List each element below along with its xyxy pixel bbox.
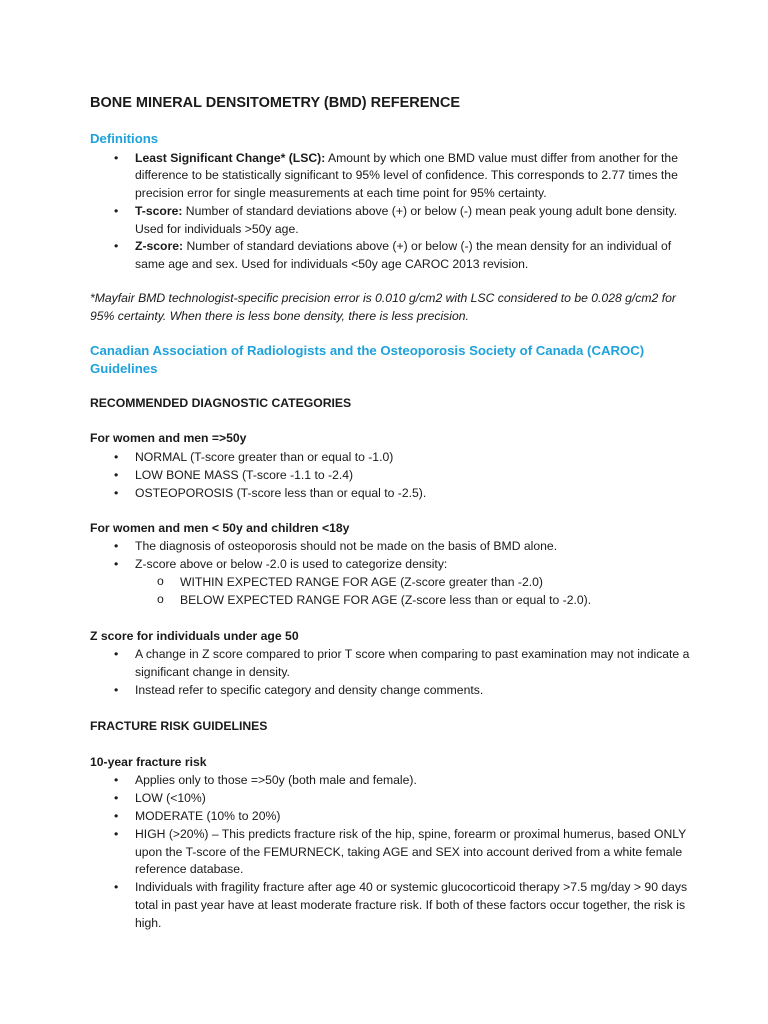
over-50-heading: For women and men =>50y xyxy=(90,431,247,446)
fracture-risk-heading: FRACTURE RISK GUIDELINES xyxy=(90,718,268,733)
ten-year-risk-list xyxy=(90,772,690,932)
precision-note: *Mayfair BMD technologist-specific precision error is 0.010 g/cm2 with LSC considered to be 0.028 g/cm2 for 95% certainty. When there is less bone density, there is less precision. xyxy=(90,291,676,323)
zscore-heading: Z score for individuals under age 50 xyxy=(90,628,299,643)
under-50-sublist xyxy=(135,574,690,610)
list-item: • Applies only to those =>50y (both male and female). xyxy=(90,772,690,790)
document-title: BONE MINERAL DENSITOMETRY (BMD) REFERENCE xyxy=(90,95,461,111)
list-item: • OSTEOPOROSIS (T-score less than or equal to -2.5). xyxy=(90,485,690,503)
sub-list-item: o WITHIN EXPECTED RANGE FOR AGE (Z-score greater than -2.0) xyxy=(135,574,690,592)
definition-text: Amount by which one BMD value must differ from another for the difference to be statistically significant to 95% level of confidence. This corresponds to 2.77 times the precision error for single measurements at each time point for 95% certainty. xyxy=(135,150,678,201)
list-item: • LOW (<10%) xyxy=(90,790,690,808)
list-item xyxy=(90,238,690,274)
list-item: • A change in Z score compared to prior T score when comparing to past examination may not indicate a significant change in density. xyxy=(90,646,690,682)
list-item xyxy=(90,150,690,203)
caroc-heading: Canadian Association of Radiologists and the Osteoporosis Society of Canada (CAROC) Guidelines xyxy=(90,342,645,377)
zscore-list xyxy=(90,646,690,699)
over-50-list xyxy=(90,449,690,502)
under-50-list xyxy=(90,538,690,574)
under-50-heading: For women and men < 50y and children <18y xyxy=(90,520,350,535)
diagnostic-categories-heading: RECOMMENDED DIAGNOSTIC CATEGORIES xyxy=(90,395,352,410)
list-item: • The diagnosis of osteoporosis should not be made on the basis of BMD alone. xyxy=(90,538,690,556)
ten-year-risk-heading: 10-year fracture risk xyxy=(90,754,207,769)
list-item xyxy=(90,556,690,574)
definitions-list xyxy=(90,150,690,275)
sub-list-item: o BELOW EXPECTED RANGE FOR AGE (Z-score less than or equal to -2.0). xyxy=(135,592,690,610)
list-item: • NORMAL (T-score greater than or equal to -1.0) xyxy=(90,449,690,467)
list-item: • LOW BONE MASS (T-score -1.1 to -2.4) xyxy=(90,467,690,485)
definition-term: Z-score: xyxy=(135,239,184,254)
list-item: • Individuals with fragility fracture after age 40 or systemic glucocorticoid therapy >7.5 mg/day > 90 days total in past year have at least moderate fracture risk. If both of these factors occur together, the risk is high. xyxy=(90,879,690,932)
definition-term: Least Significant Change* (LSC): xyxy=(135,150,326,165)
definition-text: Number of standard deviations above (+) or below (-) mean peak young adult bone density. Used for individuals >50y age. xyxy=(135,203,678,236)
document-page xyxy=(90,92,690,933)
list-item: • Instead refer to specific category and density change comments. xyxy=(90,682,690,700)
definitions-heading: Definitions xyxy=(90,131,159,146)
definition-term: T-score: xyxy=(135,203,183,218)
list-item: • MODERATE (10% to 20%) xyxy=(90,808,690,826)
definition-text: Number of standard deviations above (+) or below (-) the mean density for an individual of same age and sex. Used for individuals <50y age CAROC 2013 revision. xyxy=(135,239,672,272)
list-item xyxy=(90,203,690,239)
list-item: • HIGH (>20%) – This predicts fracture risk of the hip, spine, forearm or proximal humerus, based ONLY upon the T-score of the FEMURNECK, taking AGE and SEX into account derived from a white female reference database. xyxy=(90,826,690,879)
list-item-text: Z-score above or below -2.0 is used to categorize density: xyxy=(135,557,448,572)
